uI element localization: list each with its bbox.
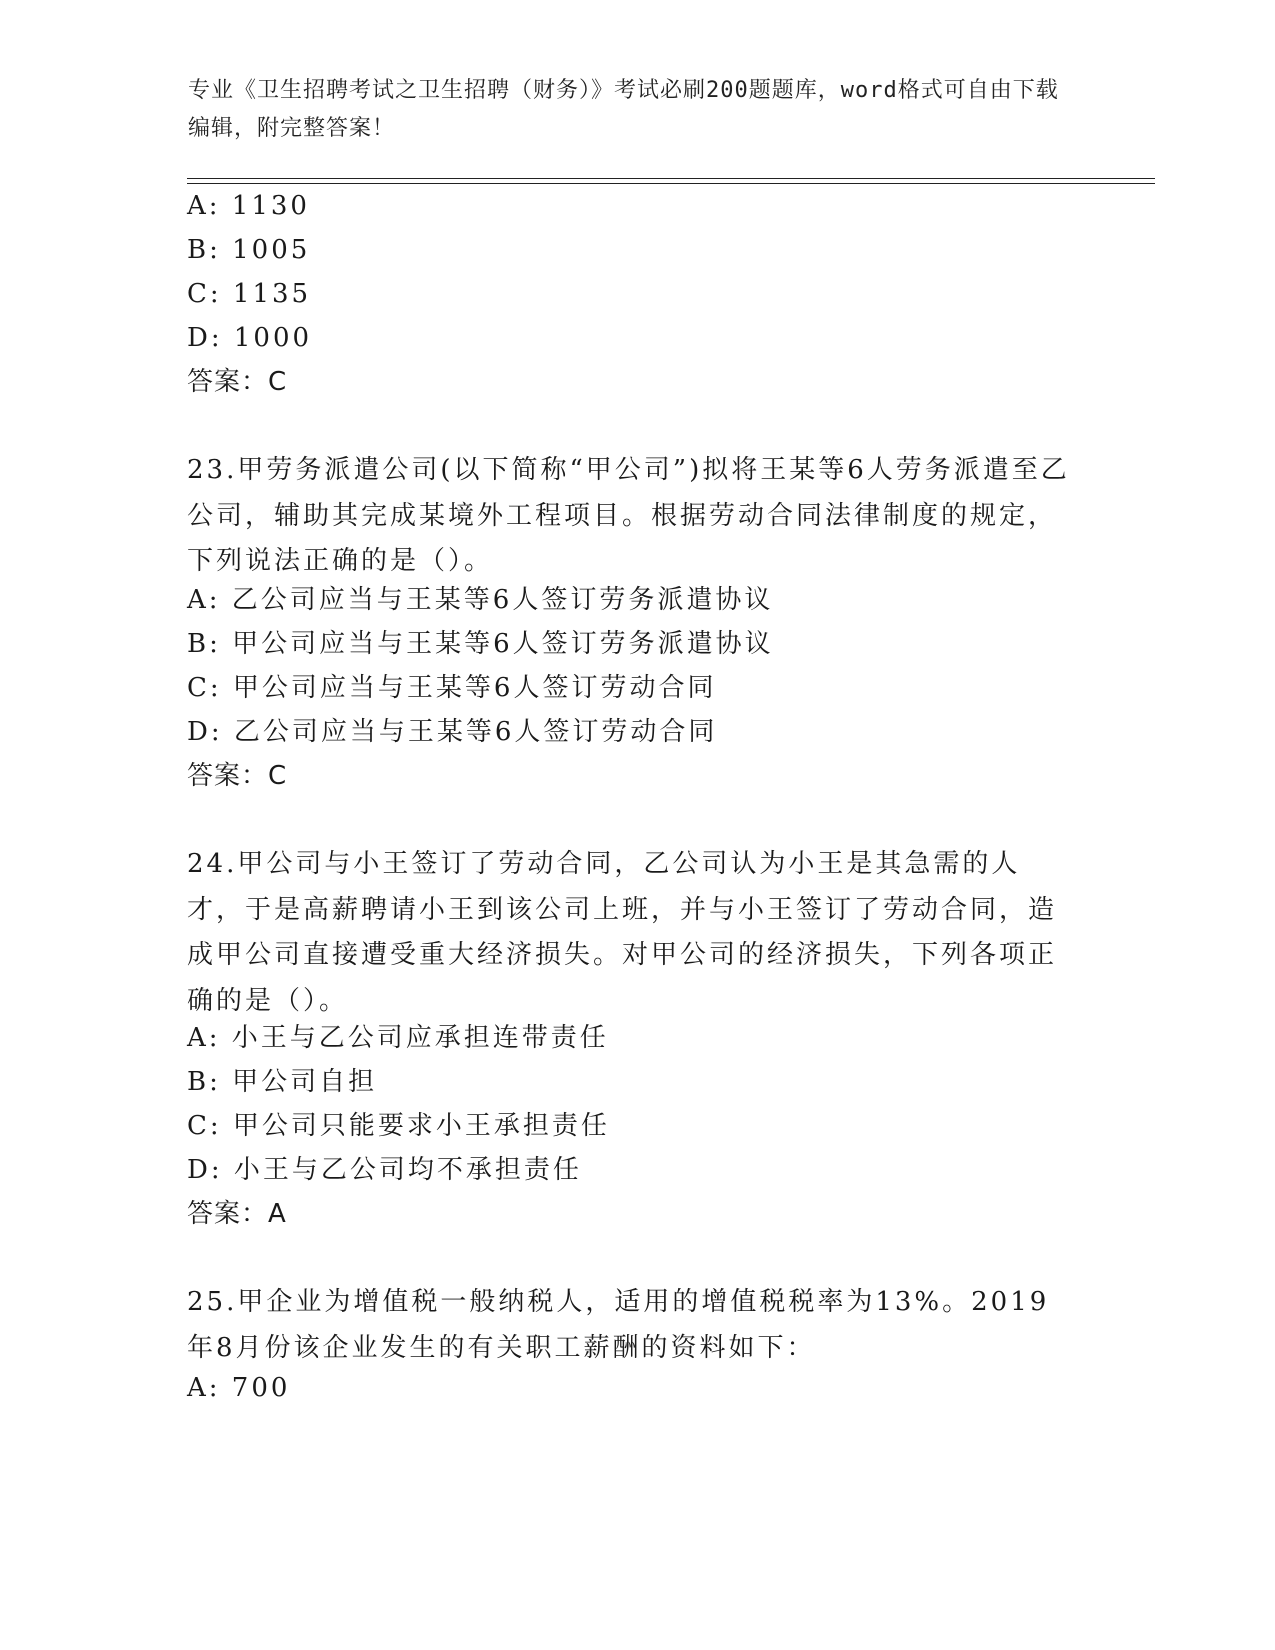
q24-answer: 答案：A	[187, 1199, 287, 1229]
q22-option-c: C: 1135	[187, 279, 312, 309]
q22-option-b: B: 1005	[187, 235, 311, 265]
q22-option-d: D: 1000	[187, 323, 313, 353]
q22-answer: 答案：C	[187, 367, 288, 397]
q23-option-a: A: 乙公司应当与王某等6人签订劳务派遣协议	[187, 585, 774, 615]
q24-option-d: D: 小王与乙公司均不承担责任	[187, 1155, 582, 1185]
q24-option-b: B: 甲公司自担	[187, 1067, 378, 1097]
q23-stem: 23.甲劳务派遣公司(以下简称“甲公司”)拟将王某等6人劳务派遣至乙公司，辅助其完成某境外工程项目。根据劳动合同法律制度的规定，下列说法正确的是（）。	[187, 455, 1070, 576]
q22-option-a: A: 1130	[187, 191, 310, 221]
q23-option-c: C: 甲公司应当与王某等6人签订劳动合同	[187, 673, 717, 703]
q25-stem: 25.甲企业为增值税一般纳税人，适用的增值税税率为13%。2019年8月份该企业发生的有关职工薪酬的资料如下：	[187, 1287, 1050, 1363]
q23-answer: 答案：C	[187, 761, 288, 791]
document-header: 专业《卫生招聘考试之卫生招聘（财务）》考试必刷200题题库，word格式可自由下载编辑，附完整答案！	[188, 78, 1059, 141]
q24-option-c: C: 甲公司只能要求小王承担责任	[187, 1111, 610, 1141]
q24-option-a: A: 小王与乙公司应承担连带责任	[187, 1023, 609, 1053]
q23-option-d: D: 乙公司应当与王某等6人签订劳动合同	[187, 717, 718, 747]
q25-option-a: A: 700	[187, 1373, 291, 1403]
q23-option-b: B: 甲公司应当与王某等6人签订劳务派遣协议	[187, 629, 774, 659]
header-divider-top	[187, 178, 1155, 179]
q24-stem: 24.甲公司与小王签订了劳动合同，乙公司认为小王是其急需的人才，于是高薪聘请小王到该公司上班，并与小王签订了劳动合同，造成甲公司直接遭受重大经济损失。对甲公司的经济损失，下列各项正确的是（）。	[187, 849, 1058, 1016]
header-divider-bottom	[187, 183, 1155, 184]
